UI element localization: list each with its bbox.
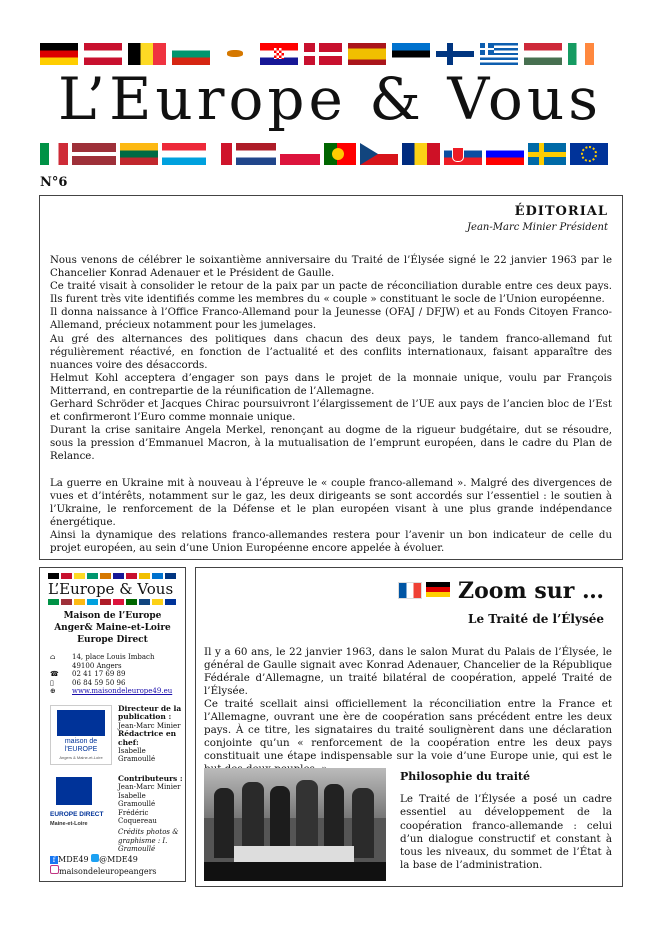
editor-label: Rédactrice en chef: — [118, 729, 177, 747]
romania-flag-icon — [402, 143, 440, 165]
facebook-handle[interactable]: MDE49 — [58, 855, 89, 864]
philosophy-title: Philosophie du traité — [400, 770, 530, 783]
editor-name: Isabelle Gramoullé — [118, 747, 156, 764]
facebook-icon[interactable]: f — [50, 856, 58, 864]
contributor-name: Isabelle Gramoullé — [118, 791, 156, 809]
editorial-paragraph: Ce traité visait à consolider le retour de la paix par un pacte de réconciliation durable entre ces deux pays. Ils furent très vite identifiés comme les membres du « couple » constituant le socle de l’Union européenne. — [50, 281, 612, 306]
ireland-flag-icon — [568, 43, 594, 65]
org-line: Maison de l’Europe — [63, 611, 162, 621]
mobile-icon: ▯ — [50, 678, 54, 687]
editorial-paragraph: La guerre en Ukraine mit à nouveau à l’épreuve le « couple franco-allemand ». Malgré des divergences de vues et d’intérêts, notamment sur le gaz, les deux dirigeants se sont accordés sur l’essentiel : le soutien à l’Ukraine, le renforcement de la Défense et le plan européen visant à une plus grande indépendance énergétique. — [50, 477, 612, 528]
sidebar-masthead — [48, 573, 178, 605]
zoom-paragraph: Ce traité scellait ainsi officiellement la réconciliation entre la France et l’Allemagne, ouvrant une ère de coopération sans précédent entre les deux pays. À ce titre, les signataires du traité soulignèrent dans une déclaration conjointe qu’un « renforcement de la coopération entre les deux pays constituait une étape indispensable sur la voie d’une Europe unie, qui est le — [204, 698, 612, 762]
greece-flag-icon — [480, 43, 518, 65]
spain-flag-icon — [348, 43, 386, 65]
editorial-paragraph: Ainsi la dynamique des relations franco-allemandes restera pour l’avenir un bon indicateur de celle du projet européen, au sein d’une Union Européenne encore appelée à évoluer. — [50, 529, 612, 554]
latvia-flag-icon — [72, 143, 116, 165]
zoom-box — [195, 567, 623, 887]
czechia-flag-icon — [360, 143, 398, 165]
zoom-subtitle: Le Traité de l’Élysée — [468, 612, 604, 626]
editorial-author: Jean-Marc Minier Président — [467, 222, 608, 233]
maison-europe-logo: maison de l’EUROPE Angers & Maine-et-Loire — [50, 705, 112, 765]
sidebar-box — [39, 567, 186, 882]
treaty-signing-photo — [204, 768, 386, 881]
twitter-icon[interactable] — [91, 854, 99, 862]
issue-number: N°6 — [40, 175, 68, 190]
address-line: 49100 Angers — [72, 661, 122, 670]
mini-flag-row — [48, 573, 178, 579]
slovakia-flag-icon — [444, 143, 482, 165]
hungary-flag-icon — [524, 43, 562, 65]
lithuania-flag-icon — [120, 143, 158, 165]
phone-number: 06 84 59 50 96 — [72, 678, 126, 687]
zoom-title: Zoom sur … — [458, 578, 604, 604]
phone-number: 02 41 17 69 89 — [72, 670, 126, 678]
zoom-body — [204, 646, 612, 776]
photo-credits: Crédits photos & graphisme : I. Gramoullé — [118, 828, 179, 854]
home-icon: ⌂ — [50, 653, 56, 661]
italy-flag-icon — [40, 143, 68, 165]
mini-flag-row — [48, 599, 178, 605]
org-line: Anger& Maine-et-Loire — [54, 623, 171, 633]
editorial-paragraph: Nous venons de célébrer le soixantième anniversaire du Traité de l’Élysée signé le 22 janvier 1963 par le Chancelier Konrad Adenauer et le Président de Gaulle. — [50, 255, 612, 280]
director-label: Directeur de la publication : — [118, 704, 182, 722]
twitter-handle[interactable]: @MDE49 — [99, 855, 138, 864]
social-links — [50, 854, 157, 877]
phone-icon: ☎ — [50, 670, 59, 678]
contact-info — [50, 653, 172, 696]
website-link[interactable]: www.maisondeleurope49.eu — [72, 687, 173, 695]
zoom-paragraph: Il y a 60 ans, le 22 janvier 1963, dans le salon Murat du Palais de l’Élysée, le général de Gaulle signait avec Konrad Adenauer, Chancelier de la République Fédérale d’Allemagne, un traité bilatéral de coopération, appelé Traité de l’Élysée. — [204, 646, 612, 697]
sidebar-title: L’Europe & Vous — [48, 580, 174, 598]
contributor-name: Jean-Marc Minier — [118, 783, 181, 792]
editorial-body — [50, 254, 612, 555]
estonia-flag-icon — [392, 43, 430, 65]
bulgaria-flag-icon — [172, 43, 210, 65]
contributors-label: Contributeurs : — [118, 774, 183, 783]
philosophy-body: Le Traité de l’Élysée a posé un cadre essentiel au développement de la coopération franco-allemande : celui d’un dialogue constructif et constant à tous les niveaux, du sommet de l’État à la base de l’administration. — [400, 793, 612, 872]
belgium-flag-icon — [128, 43, 166, 65]
editorial-title: ÉDITORIAL — [514, 204, 608, 219]
editorial-paragraph: Helmut Kohl acceptera d’engager son pays dans le projet de la monnaie unique, voulu par François Mitterrand, en contrepartie de la réunification de l’Allemagne. — [50, 372, 612, 397]
editorial-paragraph: Gerhard Schröder et Jacques Chirac poursuivront l’élargissement de l’UE aux pays de l’ancien bloc de l’Est et confirmeront l’Euro comme monnaie unique. — [50, 399, 612, 424]
editorial-paragraph: Il donna naissance à l’Office Franco-Allemand pour la Jeunesse (OFAJ / DFJW) et au Fonds Citoyen Franco-Allemand, précieux notamment pour les jumelages. — [50, 307, 612, 332]
malta-flag-icon — [210, 143, 232, 165]
denmark-flag-icon — [304, 43, 342, 65]
editorial-box — [39, 195, 623, 560]
france-flag-icon — [398, 582, 422, 599]
globe-icon: ⊕ — [50, 687, 56, 695]
org-line: Europe Direct — [77, 635, 148, 645]
publication-credits — [118, 705, 185, 764]
poland-flag-icon — [280, 143, 320, 165]
cyprus-flag-icon — [216, 43, 254, 65]
germany-flag-icon — [40, 43, 78, 65]
sweden-flag-icon — [528, 143, 566, 165]
slovenia-flag-icon — [486, 143, 524, 165]
europe-direct-logo: EUROPE DIRECT Maine-et-Loire — [50, 775, 110, 837]
croatia-flag-icon — [260, 43, 298, 65]
instagram-handle[interactable]: maisondeleuropeangers — [59, 867, 157, 876]
address-line: 14, place Louis Imbach — [72, 653, 155, 661]
organization-name — [40, 610, 185, 646]
austria-flag-icon — [84, 43, 122, 65]
eu-flag-icon — [570, 143, 608, 165]
flag-row-bottom — [40, 143, 608, 165]
editorial-paragraph: Au gré des alternances des politiques dans chacun des deux pays, le tandem franco-allemand fut régulièrement réactivé, en fonction de l’actualité et des conflits internationaux, faisant apparaître des nuances voire des désaccords. — [50, 333, 612, 371]
luxembourg-flag-icon — [162, 143, 206, 165]
portugal-flag-icon — [324, 143, 356, 165]
flag-row-top — [40, 43, 594, 65]
instagram-icon[interactable] — [50, 865, 59, 874]
contributors — [118, 775, 185, 854]
editorial-paragraph: Durant la crise sanitaire Angela Merkel, renonçant au dogme de la rigueur budgétaire, dut se résoudre, sous la pression d’Emmanuel Macron, à la mutualisation de l’emprunt européen, dans le cadre du Plan de Relance. — [50, 425, 612, 463]
germany-flag-icon — [426, 582, 450, 597]
contributor-name: Frédéric Coquereau — [118, 808, 157, 826]
finland-flag-icon — [436, 43, 474, 65]
director-name: Jean-Marc Minier — [118, 721, 181, 730]
masthead-title: L’Europe & Vous — [58, 65, 602, 133]
netherlands-flag-icon — [236, 143, 276, 165]
